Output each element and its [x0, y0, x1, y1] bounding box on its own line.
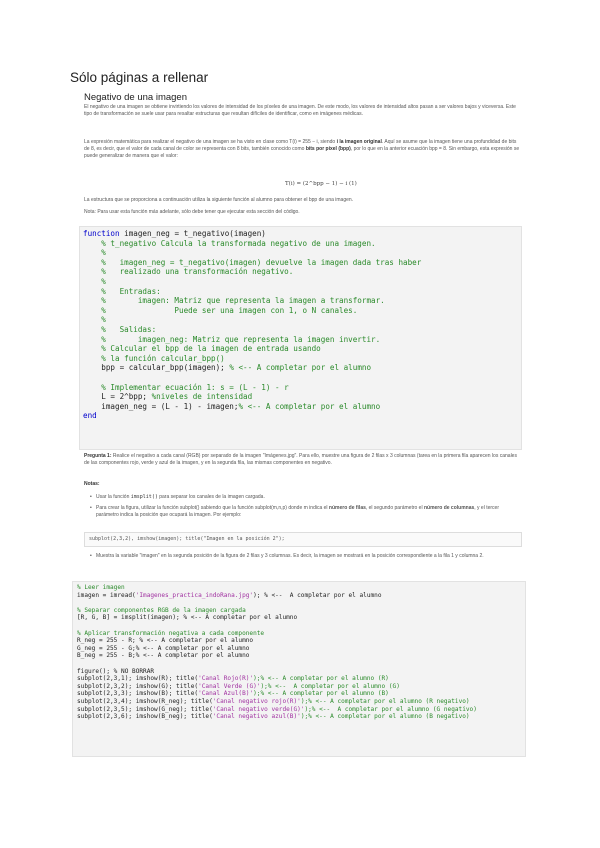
code-comment: );% <-- A completar por el alumno (R negativo): [300, 697, 470, 705]
code-string: 'Canal negativo verde(G)': [212, 705, 305, 713]
example-code-line: subplot(2,3,2), imshow(imagen); title("Imagen en la posición 2");: [89, 536, 285, 542]
code-keyword: function: [83, 229, 120, 238]
code-comment: );% <-- A completar por el alumno (G negativo): [304, 705, 477, 713]
note-2-bold-rows: número de filas: [328, 505, 366, 511]
code-line: L = 2^bpp;: [83, 392, 152, 402]
section-title: Negativo de una imagen: [84, 92, 187, 103]
code-line: imagen_neg = t_negativo(imagen): [119, 229, 266, 238]
note-1-text-a: Usar la función: [96, 494, 131, 500]
code-line: bpp = calcular_bpp(imagen);: [83, 363, 230, 373]
code-line: subplot(2,3,4); imshow(R_neg); title(: [77, 697, 213, 705]
code-line: subplot(2,3,5); imshow(G_neg); title(: [77, 705, 213, 713]
code-comment: % imagen_neg: Matriz que representa la imagen invertir.: [83, 334, 381, 344]
intro-p2-text-a: La expresión matemática para realizar el negativo de una imagen se ha visto en clase como T(i) = 255 − i, siendo: [84, 139, 337, 145]
intro-paragraph-3: La estructura que se proporciona a continuación utiliza la siguiente función al alumno para obtener el bpp de una imagen.: [84, 197, 354, 203]
code-comment: %: [83, 315, 106, 325]
note-bullet-1: [96, 494, 516, 501]
intro-p2-text-c: . Aquí se asume que la imagen tiene una profundidad de bits de 8, es decir, que el valor de cada canal de color se representa con 8 bits, también conocido como: [84, 139, 517, 152]
code-string: 'Imagenes_practica_indoRana.jpg': [135, 591, 254, 599]
code-comment: % <-- A completar por el alumno: [229, 363, 372, 373]
note-1-text-b: para separar los canales de la imagen cargada.: [157, 494, 265, 500]
note-bullet-2: [96, 505, 516, 519]
page-title: Sólo páginas a rellenar: [70, 70, 209, 85]
code-string: 'Canal negativo rojo(R)': [212, 697, 301, 705]
question-text: Realice el negativo a cada canal (RGB) por separado de la imagen "Imágenes.jpg". Para ello, muestre una figura de 2 filas x 3 columnas (tarea en la primera fila aparecen los canales de las componentes rojo, verde y azul de la imagen, y en la segunda fila, las mismas componentes en negativo.: [84, 453, 517, 466]
code-line: ); % <-- A completar por el alumno: [253, 591, 382, 599]
intro-paragraph-4: Nota: Para usar esta función más adelante, sólo debe tener que ejecutar esta sección del código.: [84, 209, 300, 215]
code-comment: % Aplicar transformación negativa a cada componente: [77, 629, 265, 637]
code-line: figure(); % NO BORRAR: [77, 667, 155, 675]
code-comment: );% <-- A completar por el alumno (G): [260, 682, 400, 690]
code-comment: % Implementar ecuación 1: s = (L - 1) - r: [83, 382, 289, 392]
code-string: 'Canal Rojo(R)': [198, 675, 254, 683]
code-string: 'Canal negativo azul(B)': [212, 713, 301, 721]
code-comment: % Leer imagen: [77, 584, 125, 591]
code-comment: %: [83, 248, 106, 258]
notes-label-text: Notas:: [84, 481, 100, 487]
code-line: subplot(2,3,1); imshow(R); title(: [77, 675, 199, 683]
intro-p2-bold-original: i la imagen original: [336, 139, 382, 145]
intro-paragraph-1: El negativo de una imagen se obtiene invirtiendo los valores de intensidad de los píxeles de una imagen. De este modo, los valores de intensidad altos pasan a ser valores bajos y viceversa. Este tipo de transformación se suele usar para resaltar estructuras que resultan difíciles de identificar, como en imágenes médicas.: [84, 104, 516, 117]
code-comment: % la función calcular_bpp(): [83, 353, 225, 363]
note-2-text-c: , el segundo parámetro el: [365, 505, 424, 511]
note-1-code: imsplit(): [130, 494, 158, 500]
code-comment: );% <-- A completar por el alumno (B negativo): [300, 713, 470, 721]
code-line: subplot(2,3,6); imshow(B_neg); title(: [77, 713, 213, 721]
code-line: B_neg = 255 - B;% <-- A completar por el alumno: [77, 652, 250, 660]
code-line: imagen = imread(: [77, 591, 136, 599]
code-string: 'Canal Verde (G)': [198, 682, 261, 690]
code-comment: % Salidas:: [83, 324, 157, 334]
code-comment: % Separar componentes RGB de la imagen cargada: [77, 606, 246, 614]
note-2-text-a: Para crear la figura, utilizar la función subplot() sabiendo que la función subplot(m,n,p) donde m indica el: [96, 505, 329, 511]
question-label: Pregunta 1:: [84, 453, 112, 459]
question-paragraph: [84, 453, 520, 467]
code-comment: %niveles de intensidad: [151, 392, 253, 402]
code-comment: % t_negativo Calcula la transformada negativo de una imagen.: [83, 238, 376, 248]
intro-p2-text-e: , por lo que en la anterior ecuación bpp = 8. Sin embargo, esta expresión se puede generalizar de manera que el valor:: [84, 146, 520, 159]
code-line: R_neg = 255 - R; % <-- A completar por el alumno: [77, 637, 254, 645]
code-comment: % Calcular el bpp de la imagen de entrada usando: [83, 344, 321, 354]
code-comment: % realizado una transformación negativo.: [83, 267, 294, 277]
example-code-block: [84, 532, 522, 547]
code-line: subplot(2,3,2); imshow(G); title(: [77, 682, 199, 690]
code-block-main: [72, 581, 526, 757]
code-comment: % Entradas:: [83, 286, 161, 296]
equation: T(i) = (2^bpp − 1) − i (1): [285, 181, 357, 187]
code-line: G_neg = 255 - G;% <-- A completar por el alumno: [77, 644, 250, 652]
code-comment: %: [83, 276, 106, 286]
intro-paragraph-2: [84, 139, 520, 160]
code-comment: % imagen: Matriz que representa la imagen a transformar.: [83, 296, 385, 306]
code-line: [R, G, B] = imsplit(imagen); % <-- A completar por el alumno: [77, 614, 298, 622]
code-comment: % Puede ser una imagen con 1, o N canales.: [83, 305, 358, 315]
intro-p2-bold-bpp: bits por píxel (bpp): [305, 146, 351, 152]
code-comment: );% <-- A completar por el alumno (B): [253, 690, 389, 698]
notes-label: [84, 481, 520, 488]
code-comment: % imagen_neg = t_negativo(imagen) devuelve la imagen dada tras haber: [83, 257, 422, 267]
code-block-function: [79, 226, 522, 450]
code-comment: % <-- A completar por el alumno: [238, 401, 381, 411]
note-bullet-3: • Muestra la variable "imagen" en la segunda posición de la figura de 2 filas y 3 columnas. Es decir, la imagen se mostrará en la posición correspondiente a la fila 1 y columna 2.: [96, 553, 516, 560]
note-2-text-e: , y el tercer parámetro indica la posición que ocupará la imagen. Por ejemplo:: [96, 505, 499, 518]
code-string: 'Canal Azul(B)': [198, 690, 254, 698]
note-2-bold-cols: número de columnas: [423, 505, 475, 511]
code-comment: );% <-- A completar por el alumno (R): [253, 675, 389, 683]
code-line: subplot(2,3,3); imshow(B); title(: [77, 690, 199, 698]
code-keyword: end: [83, 411, 97, 421]
code-line: imagen_neg = (L - 1) - imagen;: [83, 401, 239, 411]
